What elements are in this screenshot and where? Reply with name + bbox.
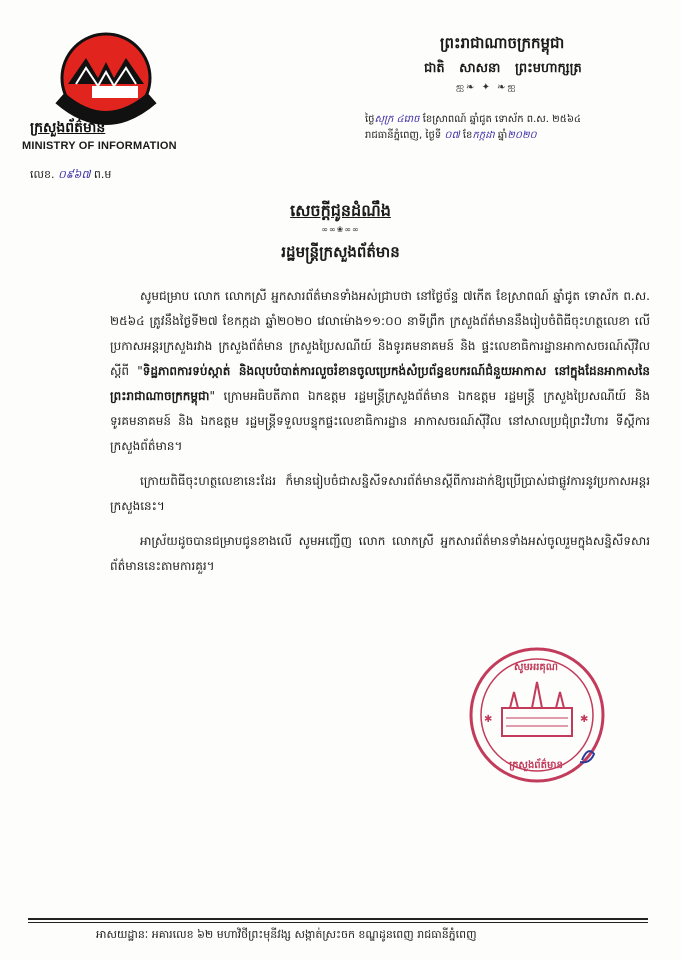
month-label: ខែ [459,130,473,141]
lunar-prefix: ថ្ងៃ [365,114,375,125]
title-ornament: ∞∞❀∞∞ [321,225,360,234]
place-label: រាជធានីភ្នំពេញ, ថ្ងៃទី [365,130,442,141]
reference-number [30,168,111,184]
lunar-rest: ខែស្រាពណ៍ ឆ្នាំជូត ទោស័ក ព.ស. ២៥៦៤ [419,114,581,125]
header-ornament: ஐ❧ ✦ ❧ஐ [456,82,518,93]
ministry-logo-icon [46,28,166,128]
footer-address: អាសយដ្ឋានៈ អគារលេខ ៦២ មហាវិថីព្រះមុនីវង្ស សង្កាត់ស្រះចក ខណ្ឌដូនពេញ រាជធានីភ្នំពេញ [96,928,477,941]
paragraph-1-start: សូមជម្រាប លោក លោកស្រី អ្នកសារព័ត៌មានទាំងអស់ជ្រាបថា នៅថ្ងៃច័ន្ទ ៧កើត ខែស្រាពណ៍ ឆ្នាំជូត ទោស័ក ព.ស. ២៥៦៤ ត្រូវនឹងថ្ងៃទី២៧ ខែកក្កដា ឆ្នាំ២០២០ វេលាម៉ោង១១:០០ នាទីព្រឹក ក្រសួងព័ត៌មាននឹងរៀបចំពិធីចុះហត្ថលេខា លើប្រកាសអន្តរក្រសួងរវាង ក្រសួងព័ត៌មាន ក្រសួងប្រៃសណីយ៍ និងទូរគមនាគមន៍ និង ផ្ទះលេខាធិការដ្ឋានអាកាសចរណ៍ស៊ីវិល ស្ដីពី " [110,289,650,378]
stamp-top-text: សូមអរគុណ [514,662,558,673]
document-body [110,284,650,589]
stamp-bottom-text: ក្រសួងព័ត៌មាន [509,760,563,771]
paragraph-2: ក្រោយពិធីចុះហត្ថលេខានេះដែរ ក៏មានរៀបចំជាសន្និសីទសារព័ត៌មានស្ដីពីការដាក់ឱ្យប្រើប្រាស់ជាផ្លូវការនូវប្រកាសអន្តរក្រសួងនេះ។ [110,474,650,513]
paragraph-1-end: " ក្រោមអធិបតីភាព ឯកឧត្ដម រដ្ឋមន្ត្រីក្រសួងព័ត៌មាន ឯកឧត្ដម រដ្ឋមន្ត្រី ក្រសួងប្រៃសណីយ៍ និងទូរគមនាគមន៍ និង ឯកឧត្ដម រដ្ឋមន្ត្រីទទួលបន្ទុកផ្ទះលេខាធិការដ្ឋាន អាកាសចរណ៍ស៊ីវិល នៅសាលប្រជុំព្រះវិហារ ទីស្ដីការក្រសួងព័ត៌មាន។ [110,389,650,453]
ref-suffix: ព.ម [93,168,112,181]
footer-divider [28,918,648,920]
ministry-name-en: MINISTRY OF INFORMATION [22,140,177,152]
document-subtitle: រដ្ឋមន្ត្រីក្រសួងព័ត៌មាន [281,243,400,261]
lunar-day-handwritten: សុក្រ ៤រោច [374,114,420,125]
month-handwritten: កក្កដា [472,130,495,141]
official-stamp [462,640,612,790]
svg-text:✱: ✱ [484,714,493,725]
ministry-name-kh: ក្រសួងព័ត៌មាន [30,120,106,136]
year-handwritten: ២០២០ [507,130,537,141]
year-label: ឆ្នាំ [494,130,508,141]
ministry-logo [28,28,178,128]
svg-text:✱: ✱ [580,714,589,725]
paragraph-1-bold-topic: ទិដ្ឋភាពការទប់ស្កាត់ និងលុបបំបាត់ការលួចរំខានចូលប្រេកង់សំប្រព័ន្ធឧបករណ៍ជំនួយអាកាស នៅក្នុងដែនអាកាសនៃព្រះរាជាណាចក្រកម្ពុជា [110,364,650,403]
ref-number-handwritten: ០៩៦៧ [57,168,91,181]
day-handwritten: ០៧ [444,130,460,141]
paragraph-3: អាស្រ័យដូចបានជម្រាបជូនខាងលើ សូមអញ្ជើញ លោក លោកស្រី អ្នកសារព័ត៌មានទាំងអស់ចូលរួមក្នុងសន្និសីទសារព័ត៌មាននេះតាមការគួរ។ [110,534,650,573]
lunar-date [365,112,581,127]
paragraph-1 [110,284,650,459]
footer-divider-thin [28,922,648,923]
document-title: សេចក្ដីជូនដំណឹង [290,201,391,220]
place-date [365,128,537,143]
ref-label: លេខ. [30,168,55,181]
national-motto: ជាតិ សាសនា ព្រះមហាក្សត្រ [424,61,582,76]
kingdom-title: ព្រះរាជាណាចក្រកម្ពុជា [440,34,565,52]
